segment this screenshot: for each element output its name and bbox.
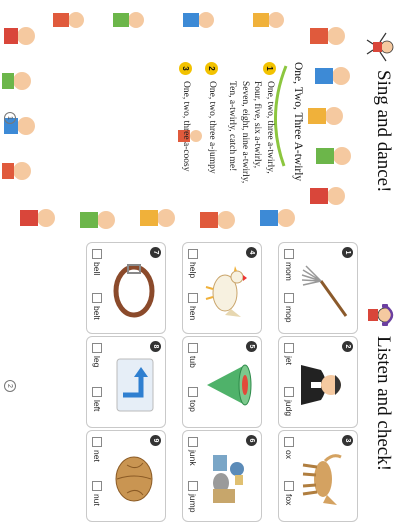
option-a[interactable] [188, 437, 198, 466]
song-title: One, Two, Three A-twirly [292, 62, 304, 182]
checkbox[interactable] [92, 387, 102, 397]
checkbox[interactable] [284, 481, 294, 491]
card-number: 3 [342, 435, 353, 446]
listen-title: Listen and check! [373, 336, 394, 472]
check-card [86, 336, 166, 428]
checkbox[interactable] [284, 343, 294, 353]
option-label: net [92, 450, 102, 462]
card-number: 1 [342, 247, 353, 258]
verse-2 [205, 62, 218, 174]
option-b[interactable] [284, 481, 294, 505]
option-label: hen [188, 306, 198, 321]
option-b[interactable] [188, 481, 198, 512]
checkbox[interactable] [92, 481, 102, 491]
belt-icon [109, 261, 159, 321]
checkbox[interactable] [284, 293, 294, 303]
lyric-line: One, two, three a-twirly, [265, 81, 275, 174]
option-label: top [188, 400, 198, 412]
checkbox[interactable] [92, 437, 102, 447]
option-label: judg [284, 400, 294, 417]
option-b[interactable] [284, 293, 294, 323]
option-b[interactable] [92, 387, 102, 411]
judge-icon [301, 355, 351, 415]
hen-icon [205, 261, 255, 321]
option-label: left [92, 400, 102, 412]
lyric-line: Ten, a-twirly, catch me! [227, 81, 238, 172]
card-number: 7 [150, 247, 161, 258]
option-label: leg [92, 356, 102, 368]
option-label: jet [284, 356, 294, 365]
option-b[interactable] [188, 293, 198, 320]
checkbox[interactable] [188, 343, 198, 353]
checkbox[interactable] [92, 293, 102, 303]
checkbox[interactable] [284, 387, 294, 397]
checkbox[interactable] [188, 437, 198, 447]
junk-pile-icon [205, 449, 255, 509]
listener-logo-icon [361, 298, 396, 332]
walnut-icon [109, 449, 159, 509]
option-label: mop [284, 306, 294, 323]
check-card [182, 430, 262, 522]
check-card [182, 336, 262, 428]
option-label: ox [284, 450, 294, 459]
option-label: junk [188, 450, 198, 466]
verse-3 [179, 62, 192, 171]
option-a[interactable] [92, 437, 102, 462]
card-number: 8 [150, 341, 161, 352]
check-card [86, 242, 166, 334]
option-label: help [188, 262, 198, 279]
checkbox[interactable] [188, 293, 198, 303]
check-card [182, 242, 262, 334]
sing-title: Sing and dance! [373, 70, 394, 193]
spinning-top-icon [205, 355, 255, 415]
checkbox[interactable] [92, 343, 102, 353]
option-a[interactable] [92, 249, 102, 275]
option-label: fox [284, 494, 294, 506]
checkbox[interactable] [188, 249, 198, 259]
card-number: 6 [246, 435, 257, 446]
card-number: 4 [246, 247, 257, 258]
option-a[interactable] [284, 437, 294, 459]
check-card [278, 242, 358, 334]
lyric-line: One, two, three a-jumpy [207, 81, 217, 174]
lyric-line: One, two, three a-coosy [181, 81, 191, 172]
option-b[interactable] [92, 293, 102, 320]
option-label: belt [92, 306, 102, 320]
checkbox[interactable] [188, 481, 198, 491]
check-card [278, 336, 358, 428]
lyric-line: Seven, eight, nine a-twirly, [240, 81, 250, 184]
page-number: 1 [4, 112, 16, 124]
option-a[interactable] [92, 343, 102, 367]
verse-number-badge: 3 [179, 62, 192, 75]
verse-number-badge: 2 [205, 62, 218, 75]
verse-number-badge: 1 [263, 62, 276, 75]
mop-icon [301, 261, 351, 321]
option-label: bell [92, 262, 102, 276]
lyric-line: Four, five, six a-twirly, [252, 81, 263, 169]
verse-1 [226, 62, 276, 183]
left-arrow-sign-icon [109, 355, 159, 415]
kid-figure-icon [310, 27, 345, 45]
option-label: nut [92, 494, 102, 506]
option-a[interactable] [188, 249, 198, 278]
option-a[interactable] [284, 249, 294, 281]
option-a[interactable] [188, 343, 198, 368]
option-label: jump [188, 494, 198, 513]
option-b[interactable] [284, 387, 294, 416]
check-card [278, 430, 358, 522]
option-label: mom [284, 262, 294, 281]
dancer-logo-icon [361, 30, 396, 64]
page-number: 2 [4, 380, 16, 392]
card-number: 2 [342, 341, 353, 352]
checkbox[interactable] [188, 387, 198, 397]
option-label: tub [188, 356, 198, 368]
fox-icon [301, 449, 351, 509]
card-number: 5 [246, 341, 257, 352]
option-b[interactable] [188, 387, 198, 412]
checkbox[interactable] [284, 437, 294, 447]
checkbox[interactable] [284, 249, 294, 259]
card-number: 9 [150, 435, 161, 446]
check-card [86, 430, 166, 522]
option-a[interactable] [284, 343, 294, 365]
option-b[interactable] [92, 481, 102, 506]
checkbox[interactable] [92, 249, 102, 259]
